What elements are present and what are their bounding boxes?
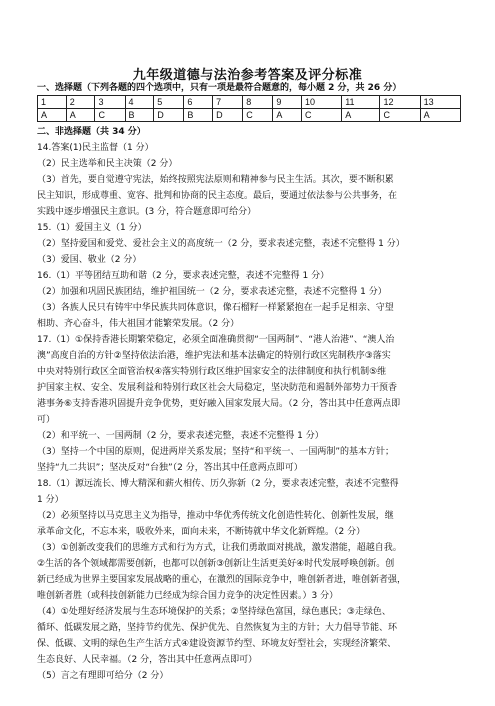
answer-line: 民主知识，形成尊重、宽容、批判和协商的民主态度。最后，要通过依法参与公共事务，在 (37, 191, 398, 201)
answer-line: 15.（1）爱国主义（1 分） (37, 223, 147, 233)
answer-cell: B (125, 109, 154, 122)
question-number: 7 (213, 96, 243, 109)
answer-line: 港事务⑥支持香港巩固提升竞争优势，更好融入国家发展大局。（2 分，答出其中任意两点即 (37, 399, 401, 409)
answer-line: 承革命文化，不忘本来，吸收外来，面向未来，不断铸就中华文化新辉煌。（2 分） (37, 527, 366, 537)
answer-line: （2）坚持爱国和爱党、爱社会主义的高度统一（2 分，要求表述完整，表述不完整得 1 分） (37, 239, 405, 249)
section2-heading: 二、非选择题（共 34 分） (37, 127, 146, 137)
question-number: 10 (302, 96, 342, 109)
question-number: 1 (38, 96, 67, 109)
answer-line: （3）①创新改变我们的思维方式和行为方式，让我们勇敢面对挑战，激发潜能，超越自我。 (37, 543, 402, 553)
answer-cell: C (302, 109, 342, 122)
answer-line: 澳”高度自治的方针②坚持依法治港，维护宪法和基本法确定的特别行政区宪制秩序③落实 (37, 351, 391, 361)
answer-cell: C (380, 109, 420, 122)
answer-line: 新已经成为世界主要国家发展战略的重心，在激烈的国际竞争中，唯创新者进，唯创新者强， (37, 575, 407, 585)
question-number: 12 (380, 96, 420, 109)
answer-table-number-row (38, 96, 461, 109)
answer-cell: A (273, 109, 302, 122)
question-number: 13 (420, 96, 460, 109)
section1-heading: 一、选择题（下列各题的四个选项中，只有一项是最符合题意的，每小题 2 分，共 26 分） (37, 83, 402, 93)
answer-cell: C (243, 109, 273, 122)
answer-line: 相助、齐心奋斗，伟大祖国才能繁荣发展。（2 分） (37, 319, 240, 329)
answer-line: （2）必须坚持以马克思主义为指导，推动中华优秀传统文化创造性转化、创新性发展，继 (37, 511, 394, 521)
answer-line: 坚持“九二共识”；坚决反对“台独”（2 分，答出其中任意两点即可） (37, 463, 303, 473)
answer-cell: D (213, 109, 243, 122)
answer-line: （2）加强和巩固民族团结，维护祖国统一（2 分，要求表述完整，表述不完整得 1 分） (37, 287, 387, 297)
answer-line: （3）首先，要自觉遵守宪法，始终按照宪法原则和精神参与民主生活。其次，要不断积累 (37, 175, 394, 185)
answer-line: 循环、低碳发展之路，坚持节约优先、保护优先、自然恢复为主的方针；大力倡导节能、环 (37, 623, 398, 633)
answer-line: 唯创新者胜（或科技创新能力已经成为综合国力竞争的决定性因素。）3 分） (37, 591, 339, 601)
question-number: 2 (66, 96, 95, 109)
answer-line: 实践中逐步增强民主意识。(3 分，符合题意即可给分） (37, 207, 257, 217)
answer-line: 1 分） (37, 495, 64, 505)
answer-line: 14.答案(1)民主监督（1 分） (37, 143, 154, 153)
answer-line: 可） (37, 415, 56, 425)
answer-line: 护国家主权、安全、发展利益和特别行政区社会大局稳定，坚决防范和遏制外部势力干预香 (37, 383, 398, 393)
question-number: 4 (125, 96, 154, 109)
answer-cell: B (184, 109, 213, 122)
answer-line: （3）坚持一个中国的原则，促进两岸关系发展；坚持“和平统一、一国两制”的基本方针； (37, 447, 395, 457)
answer-line: （2）民主选举和民主决策（2 分） (37, 159, 178, 169)
answer-table-answer-row (38, 109, 461, 122)
answer-line: 中央对特别行政区全面管治权④落实特别行政区维护国家安全的法律制度和执行机制⑤维 (37, 367, 387, 377)
answer-line: （4）①处理好经济发展与生态环境保护的关系；②坚持绿色富国，绿色惠民；③走绿色、 (37, 607, 391, 617)
answer-line: ②生活的各个领域都需要创新，也都可以创新③创新让生活更美好④时代发展呼唤创新。创 (37, 559, 395, 569)
question-number: 6 (184, 96, 213, 109)
answer-line: 生态良好、人民幸福。（2 分，答出其中任意两点即可） (37, 655, 258, 665)
answer-line: 16.（1）平等团结互助和谐（2 分，要求表述完整，表述不完整得 1 分） (37, 271, 330, 281)
answer-line: 保、低碳、文明的绿色生产生活方式④建设资源节约型、环境友好型社会，实现经济繁荣、 (37, 639, 397, 649)
question-number: 5 (154, 96, 184, 109)
answer-line: （3）各族人民只有铸牢中华民族共同体意识，像石榴籽一样紧紧抱在一起手足相亲、守望 (37, 303, 394, 313)
answer-cell: A (342, 109, 380, 122)
answer-cell: C (95, 109, 125, 122)
question-number: 3 (95, 96, 125, 109)
question-number: 8 (243, 96, 273, 109)
answer-cell: A (66, 109, 95, 122)
answer-line: （2）和平统一、一国两制（2 分，要求表述完整，表述不完整得 1 分） (37, 431, 324, 441)
answer-line: （3）爱国、敬业（2 分） (37, 255, 142, 265)
answer-cell: A (420, 109, 460, 122)
answer-cell: D (154, 109, 184, 122)
page-title: 九年级道德与法治参考答案及评分标准 (132, 68, 363, 83)
answer-table (37, 95, 461, 122)
question-number: 11 (342, 96, 380, 109)
question-number: 9 (273, 96, 302, 109)
answer-line: 18.（1）源远流长、博大精深和薪火相传、历久弥新（2 分，要求表述完整，表述不完整得 (37, 479, 399, 489)
answer-line: 17.（1）①保持香港长期繁荣稳定，必须全面准确贯彻“一国两制”、“港人治港”、“澳人治 (37, 335, 395, 345)
answer-cell: A (38, 109, 67, 122)
answer-line: （5）言之有理即可给分（2 分） (37, 671, 169, 681)
